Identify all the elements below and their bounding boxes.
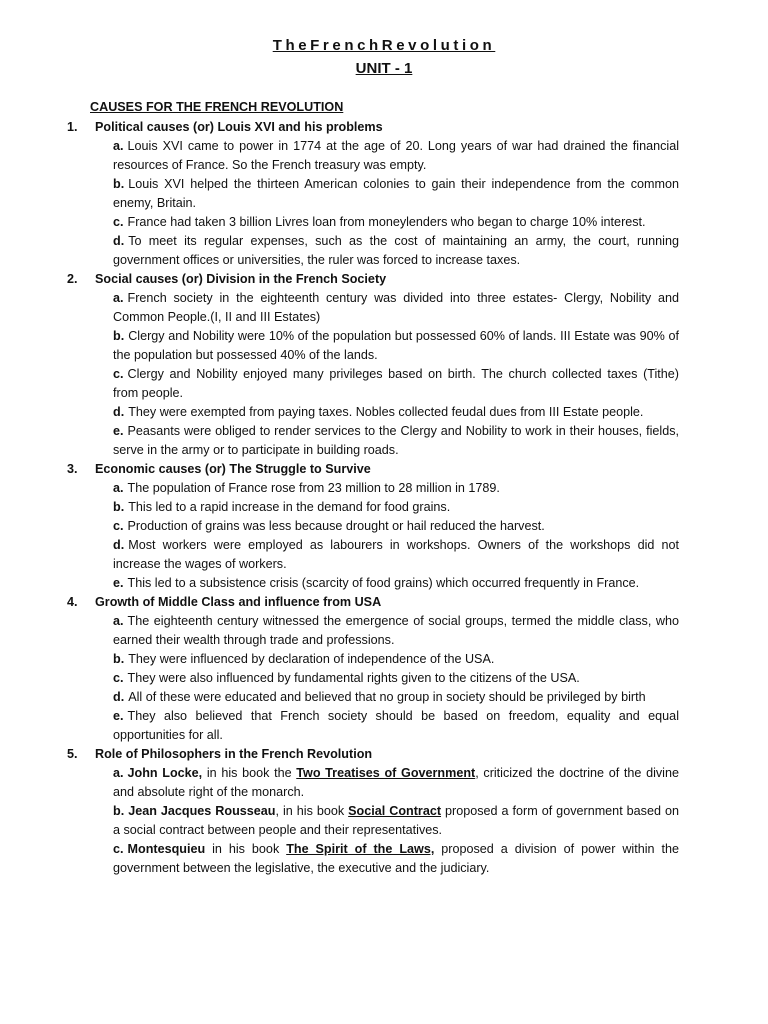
item-text: This led to a subsistence crisis (scarcity of food grains) which occurred frequently in France.	[127, 576, 640, 590]
document-title: TheFrenchRevolution	[272, 37, 496, 54]
section-title: Social causes (or) Division in the French Society	[95, 272, 387, 286]
item-text: The population of France rose from 23 million to 28 million in 1789.	[127, 481, 500, 495]
list-item	[113, 802, 679, 840]
item-text: proposed a division of power within the government between the legislative, the executive and the judiciary.	[113, 842, 679, 875]
item-text: They also believed that French society should be based on freedom, equality and equal opportunities for all.	[113, 709, 679, 742]
list-item	[113, 650, 679, 669]
item-text: All of these were educated and believed that no group in society should be privileged by birth	[128, 690, 646, 704]
item-label: a.	[113, 481, 124, 495]
section-heading-row	[67, 270, 679, 289]
item-text: France had taken 3 billion Livres loan from moneylenders who began to charge 10% interest.	[127, 215, 646, 229]
list-item	[113, 403, 679, 422]
item-label: c.	[113, 367, 124, 381]
item-label: b.	[113, 500, 125, 514]
list-item	[113, 707, 679, 745]
list-item	[113, 612, 679, 650]
list-item	[113, 574, 679, 593]
section-heading-row	[67, 593, 679, 612]
section-5	[67, 745, 679, 878]
list-item	[113, 479, 679, 498]
section-heading-row	[67, 118, 679, 137]
item-label: a.	[113, 139, 124, 153]
list-item	[113, 498, 679, 517]
item-text: French society in the eighteenth century was divided into three estates- Clergy, Nobility and Common People.(I, II and III Estates)	[113, 291, 679, 324]
item-text: Peasants were obliged to render services to the Clergy and Nobility to work in their houses, fields, serve in the army or to participate in building roads.	[113, 424, 679, 457]
item-label: d.	[113, 234, 125, 248]
unit-heading: UNIT - 1	[355, 60, 413, 77]
list-item	[113, 422, 679, 460]
item-list	[67, 764, 679, 878]
item-text: They were also influenced by fundamental rights given to the citizens of the USA.	[127, 671, 580, 685]
section-title: Political causes (or) Louis XVI and his problems	[95, 120, 383, 134]
item-label: a.	[113, 291, 124, 305]
list-item	[113, 137, 679, 175]
book-title: The Spirit of the Laws,	[286, 842, 435, 856]
item-label: c.	[113, 519, 124, 533]
causes-heading: CAUSES FOR THE FRENCH REVOLUTION	[90, 100, 344, 114]
list-item	[113, 175, 679, 213]
item-text: proposed a form of government based on a social contract between people and their representatives.	[113, 804, 679, 837]
item-list	[67, 612, 679, 745]
item-label: e.	[113, 576, 124, 590]
item-label: a.	[113, 766, 124, 780]
item-text: in his book the	[202, 766, 297, 780]
item-text: in his book	[205, 842, 287, 856]
section-number: 2.	[67, 272, 78, 286]
item-label: c.	[113, 842, 124, 856]
item-label: c.	[113, 671, 124, 685]
item-text: Louis XVI came to power in 1774 at the age of 20. Long years of war had drained the financial resources of France. So the French treasury was empty.	[113, 139, 679, 172]
item-label: e.	[113, 424, 124, 438]
section-number: 3.	[67, 462, 78, 476]
list-item	[113, 365, 679, 403]
item-text: The eighteenth century witnessed the emergence of social groups, termed the middle class, who earned their wealth through trade and professions.	[113, 614, 679, 647]
item-label: c.	[113, 215, 124, 229]
item-label: d.	[113, 405, 125, 419]
philosopher-name: Montesquieu	[127, 842, 206, 856]
list-item	[113, 536, 679, 574]
item-text: This led to a rapid increase in the demand for food grains.	[128, 500, 451, 514]
list-item	[113, 669, 679, 688]
item-text: To meet its regular expenses, such as the cost of maintaining an army, the court, running government offices or universities, the ruler was forced to increase taxes.	[113, 234, 679, 267]
list-item	[113, 289, 679, 327]
section-2	[67, 270, 679, 460]
section-number: 5.	[67, 747, 78, 761]
sections-list	[67, 118, 679, 878]
item-label: d.	[113, 690, 125, 704]
list-item	[113, 764, 679, 802]
item-text: , in his book	[275, 804, 349, 818]
item-text: Louis XVI helped the thirteen American colonies to gain their independence from the common enemy, Britain.	[113, 177, 679, 210]
list-item	[113, 327, 679, 365]
section-number: 4.	[67, 595, 78, 609]
item-label: b.	[113, 652, 125, 666]
item-text: They were exempted from paying taxes. Nobles collected feudal dues from III Estate people.	[128, 405, 644, 419]
item-text: Clergy and Nobility enjoyed many privileges based on birth. The church collected taxes (Tithe) from people.	[113, 367, 679, 400]
item-list	[67, 137, 679, 270]
section-title: Role of Philosophers in the French Revolution	[95, 747, 373, 761]
philosopher-name: Jean Jacques Rousseau	[128, 804, 276, 818]
item-label: d.	[113, 538, 125, 552]
item-list	[67, 289, 679, 460]
item-label: b.	[113, 804, 125, 818]
item-text: , criticized the doctrine of the divine and absolute right of the monarch.	[113, 766, 679, 799]
section-heading-row	[67, 745, 679, 764]
philosopher-name: John Locke,	[127, 766, 203, 780]
list-item	[113, 213, 679, 232]
list-item	[113, 840, 679, 878]
section-heading-row	[67, 460, 679, 479]
section-1	[67, 118, 679, 270]
book-title: Social Contract	[348, 804, 442, 818]
book-title: Two Treatises of Government	[296, 766, 476, 780]
item-label: a.	[113, 614, 124, 628]
item-text: Most workers were employed as labourers in workshops. Owners of the workshops did not increase the wages of workers.	[113, 538, 679, 571]
list-item	[113, 232, 679, 270]
section-4	[67, 593, 679, 745]
section-title: Growth of Middle Class and influence from USA	[95, 595, 382, 609]
section-title: Economic causes (or) The Struggle to Survive	[95, 462, 371, 476]
item-label: b.	[113, 177, 125, 191]
list-item	[113, 517, 679, 536]
item-label: e.	[113, 709, 124, 723]
section-number: 1.	[67, 120, 78, 134]
list-item	[113, 688, 679, 707]
section-3	[67, 460, 679, 593]
item-text: Production of grains was less because drought or hail reduced the harvest.	[127, 519, 545, 533]
item-list	[67, 479, 679, 593]
item-text: Clergy and Nobility were 10% of the population but possessed 60% of lands. III Estate was 90% of the population but possessed 40% of the lands.	[113, 329, 679, 362]
item-label: b.	[113, 329, 125, 343]
item-text: They were influenced by declaration of independence of the USA.	[128, 652, 495, 666]
